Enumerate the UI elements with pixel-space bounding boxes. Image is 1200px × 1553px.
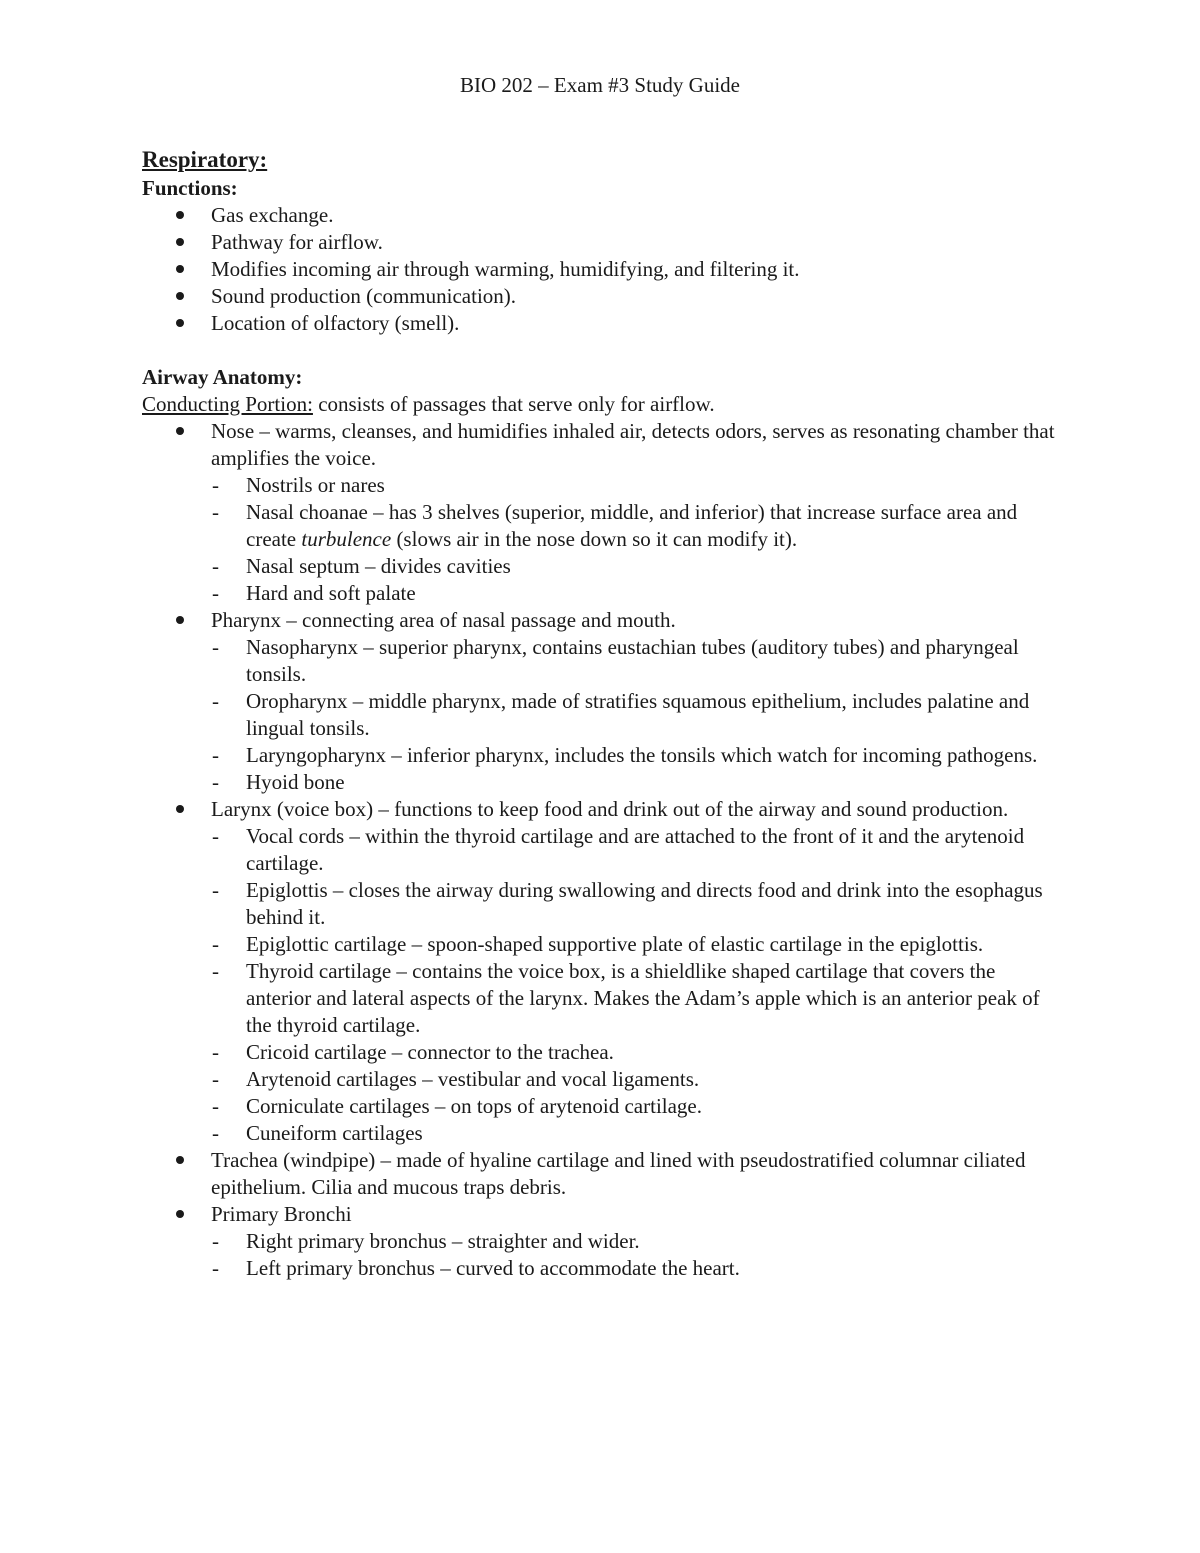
airway-list — [142, 418, 1062, 1282]
document-title: BIO 202 – Exam #3 Study Guide — [460, 73, 740, 97]
conducting-portion-line — [142, 391, 1062, 418]
sub-list-item: - Corniculate cartilages – on tops of arytenoid cartilage. — [211, 1093, 1062, 1120]
list-item: Gas exchange. — [142, 202, 1062, 229]
sub-list-item — [211, 499, 1062, 553]
list-item-nose — [142, 418, 1062, 607]
list-item: Pathway for airflow. — [142, 229, 1062, 256]
nose-text: Nose – warms, cleanses, and humidifies inhaled air, detects odors, serves as resonating chamber that amplifies the voice. — [211, 419, 1055, 470]
bronchi-sublist — [211, 1228, 1062, 1282]
pharynx-text: Pharynx – connecting area of nasal passage and mouth. — [211, 608, 676, 632]
emphasis-turbulence: turbulence — [301, 527, 392, 551]
sub-list-item: - Right primary bronchus – straighter and wider. — [211, 1228, 1062, 1255]
pharynx-sublist — [211, 634, 1062, 796]
sub-list-item: - Oropharynx – middle pharynx, made of stratifies squamous epithelium, includes palatine and lingual tonsils. — [211, 688, 1062, 742]
larynx-sublist — [211, 823, 1062, 1147]
sub-list-item: - Laryngopharynx – inferior pharynx, includes the tonsils which watch for incoming pathogens. — [211, 742, 1062, 769]
sub-item-text: (slows air in the nose down so it can modify it). — [391, 527, 798, 551]
larynx-text: Larynx (voice box) – functions to keep food and drink out of the airway and sound production. — [211, 797, 1009, 821]
sub-list-item: - Cricoid cartilage – connector to the trachea. — [211, 1039, 1062, 1066]
sub-list-item: - Epiglottis – closes the airway during swallowing and directs food and drink into the esophagus behind it. — [211, 877, 1062, 931]
functions-list — [142, 202, 1062, 337]
list-item: Location of olfactory (smell). — [142, 310, 1062, 337]
list-item: Sound production (communication). — [142, 283, 1062, 310]
sub-item-text: Nasal choanae – has 3 shelves (superior, middle, and inferior) that increase surface area and create — [246, 500, 1018, 551]
sub-list-item: - Nasopharynx – superior pharynx, contains eustachian tubes (auditory tubes) and pharyngeal tonsils. — [211, 634, 1062, 688]
sub-list-item: - Left primary bronchus – curved to accommodate the heart. — [211, 1255, 1062, 1282]
list-item-bronchi — [142, 1201, 1062, 1282]
document-body — [142, 145, 1062, 1282]
sub-list-item: - Vocal cords – within the thyroid cartilage and are attached to the front of it and the arytenoid cartilage. — [211, 823, 1062, 877]
sub-list-item: - Nostrils or nares — [211, 472, 1062, 499]
nose-sublist — [211, 472, 1062, 607]
conducting-portion-desc: consists of passages that serve only for airflow. — [312, 392, 715, 416]
sub-list-item: - Hyoid bone — [211, 769, 1062, 796]
trachea-text: Trachea (windpipe) – made of hyaline cartilage and lined with pseudostratified columnar ciliated epithelium. Cilia and mucous traps debris. — [211, 1148, 1026, 1199]
section-heading-respiratory: Respiratory: — [142, 147, 268, 172]
sub-list-item: - Nasal septum – divides cavities — [211, 553, 1062, 580]
subheading-functions: Functions: — [142, 176, 238, 200]
list-item: Modifies incoming air through warming, humidifying, and filtering it. — [142, 256, 1062, 283]
sub-list-item: - Cuneiform cartilages — [211, 1120, 1062, 1147]
list-item-larynx — [142, 796, 1062, 1147]
subheading-airway-anatomy: Airway Anatomy: — [142, 365, 303, 389]
sub-list-item: - Arytenoid cartilages – vestibular and vocal ligaments. — [211, 1066, 1062, 1093]
list-item-trachea — [142, 1147, 1062, 1201]
list-item-pharynx — [142, 607, 1062, 796]
sub-list-item: - Epiglottic cartilage – spoon-shaped supportive plate of elastic cartilage in the epiglottis. — [211, 931, 1062, 958]
sub-list-item: - Hard and soft palate — [211, 580, 1062, 607]
bronchi-text: Primary Bronchi — [211, 1202, 352, 1226]
conducting-portion-label: Conducting Portion: — [142, 392, 313, 416]
sub-list-item: - Thyroid cartilage – contains the voice box, is a shieldlike shaped cartilage that covers the anterior and lateral aspects of the larynx. Makes the Adam’s apple which is an anterior peak of the thyroid cartilage. — [211, 958, 1062, 1039]
